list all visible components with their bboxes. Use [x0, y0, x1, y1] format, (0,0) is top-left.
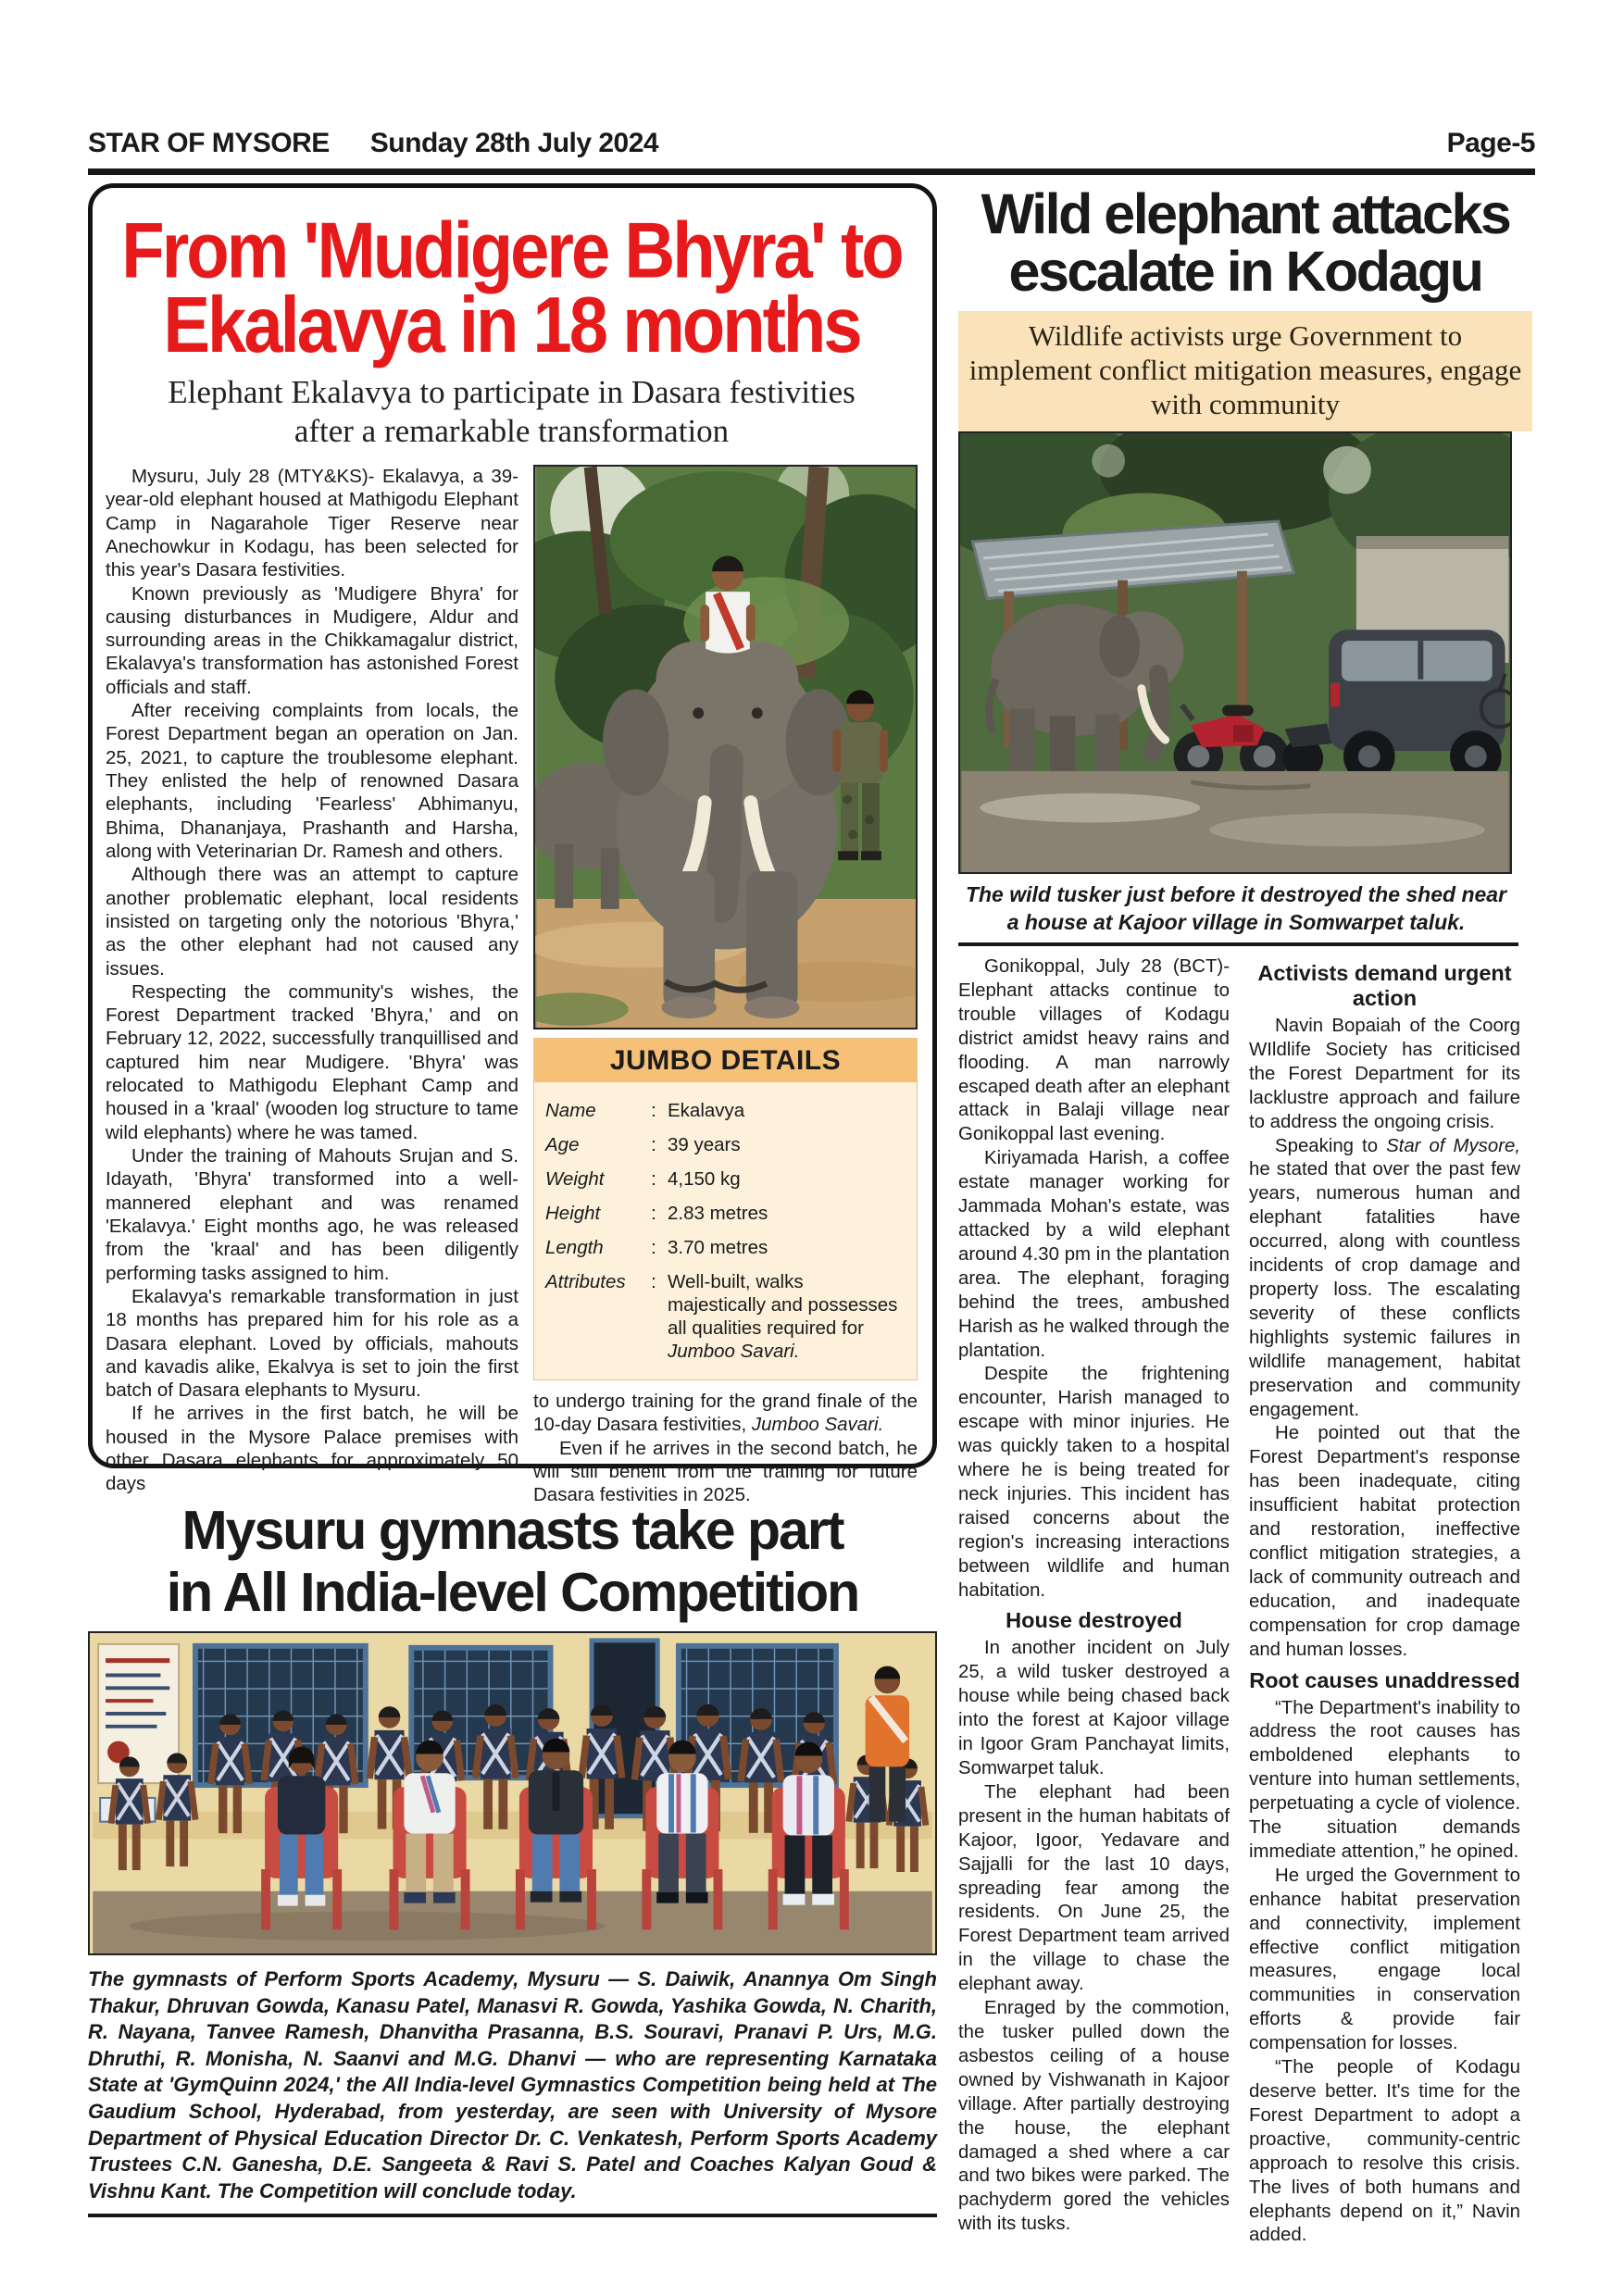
body-paragraph: Kiriyamada Harish, a coffee estate manager working for Jammada Mohan's estate, was attacked by a wild elephant around 4.30 pm in the plantation area. The elephant, foraging behind the trees, ambushed Harish as he walked through the plantation. — [958, 1148, 1230, 1361]
body-paragraph: After receiving complaints from locals, the Forest Department began an operation on Jan. 25, 2021, to capture the troublesome elephant. They enlisted the help of renowned Dasara elephants, including 'Fearless' Abhimanyu, Bhima, Dhananjaya, Prashanth and Harsha, along with Veterinarian Dr. Ramesh and others. — [106, 700, 518, 862]
article-kodagu-standfirst: Wildlife activists urge Government to implement conflict mitigation measures, engage with community — [958, 311, 1532, 431]
body-paragraph: Gonikoppal, July 28 (BCT)- Elephant attacks continue to trouble villages of Kodagu district amidst heavy rains and flooding. A man narrowly escaped death after an elephant attack in Balaji village near Gonikoppal last evening. — [958, 956, 1230, 1145]
headline-line: Wild elephant attacks — [981, 182, 1510, 245]
taillight — [1330, 683, 1340, 707]
article-ekalavya-right-column — [533, 465, 918, 1507]
jumbo-details-title: JUMBO DETAILS — [534, 1039, 917, 1082]
jumbo-detail-row: Weight : 4,150 kg — [545, 1167, 741, 1190]
paper-name: STAR OF MYSORE — [88, 128, 330, 158]
body-paragraph: Mysuru, July 28 (MTY&KS)- Ekalavya, a 39-year-old elephant housed at Mathigodu Elephant Camp in Nagarahole Tiger Reserve near Anechowkur in Kodagu, has been selected for this year's Dasara festivities. — [106, 465, 518, 581]
body-paragraph: He pointed out that the Forest Department's response has been inadequate, citing insufficient habitat protection and restoration, ineffective conflict mitigation strategies, a lack of community outreach and education, and inadequate compensation for crop damage and human losses. — [1249, 1423, 1520, 1660]
ekalavya-elephant-photo — [533, 465, 918, 1029]
column-subhead: House destroyed — [1006, 1608, 1182, 1633]
body-paragraph: He urged the Government to enhance habitat preservation and connectivity, implement effective conflict mitigation measures, engage local communities in conservation efforts & provide fair compensation for losses. — [1249, 1865, 1520, 2054]
tusker-photo-caption: The wild tusker just before it destroyed the shed near a house at Kajoor village in Somwarpet taluk. — [965, 882, 1507, 934]
column-subhead: Activists demand urgent action — [1257, 961, 1512, 1011]
gymnasts-group-photo — [88, 1631, 937, 1955]
article-gymnasts-headline — [88, 1500, 937, 1623]
jumbo-details-rows — [534, 1082, 917, 1379]
article-ekalavya-body — [106, 465, 518, 1507]
body-paragraph: “The Department's inability to address the root causes has emboldened elephants to venture into human settlements, perpetuating a cycle of violence. The situation demands immediate attention,” he opined. — [1249, 1697, 1520, 1862]
headline-line: in All India-level Competition — [166, 1561, 859, 1623]
masthead — [88, 128, 1535, 159]
body-paragraph: In another incident on July 25, a wild tusker destroyed a house while being chased back into the forest at Kajoor village in Igoor Gram Panchayat limits, Somwarpet taluk. — [958, 1638, 1230, 1779]
body-paragraph: Speaking to Star of Mysore, he stated that over the past few years, numerous human and elephant fatalities have occurred, along with countless incidents of crop damage and property loss. The escalating severity of these conflicts highlights systemic failures in wildlife management, habitat preservation and community engagement. — [1249, 1135, 1520, 1420]
issue-date: Sunday 28th July 2024 — [369, 128, 659, 158]
ekalavya-photo-illustration — [535, 467, 918, 1028]
jumbo-details-table — [533, 1038, 918, 1380]
trunk — [720, 761, 727, 906]
jumbo-detail-row: Height : 2.83 metres — [545, 1202, 768, 1224]
body-paragraph: “The people of Kodagu deserve better. It's time for the Forest Department to adopt a proactive, community-centric approach to resolve this crisis. The lives of both humans and elephants depend on it,” Navin added. — [1249, 2057, 1520, 2246]
body-paragraph: Although there was an attempt to capture another problematic elephant, local residents insisted on targeting only the notorious 'Bhyra,' as the other elephant had not caused any issues. — [106, 864, 518, 980]
headline-line: escalate in Kodagu — [1008, 240, 1482, 304]
jumbo-detail-row: Age : 39 years — [545, 1133, 741, 1155]
body-paragraph: If he arrives in the first batch, he will be housed in the Mysore Palace premises with other Dasara elephants for approximately 50 days — [106, 1403, 518, 1495]
wild-tusker-photo — [958, 431, 1512, 874]
body-paragraph: to undergo training for the grand finale of the 10-day Dasara festivities, Jumboo Savari. — [533, 1390, 918, 1436]
body-paragraph: Respecting the community's wishes, the Forest Department tracked 'Bhyra,' and on February 12, 2022, successfully tranquillised and captured him near Mudigere. 'Bhyra' was relocated to Mathigodu Elephant Camp and housed in a 'kraal' (wooden log structure to tame wild elephants) where he was tamed. — [106, 980, 518, 1143]
headline-line: Ekalavya in 18 months — [163, 281, 860, 370]
article-kodagu-column-2 — [1249, 955, 1520, 2248]
body-paragraph: Known previously as 'Mudigere Bhyra' for causing disturbances in Mudigere, Aldur and surrounding areas in the Chikkamagalur district, Ekalavya's transformation has astonished Forest officials and staff. — [106, 582, 518, 698]
masthead-rule — [88, 168, 1535, 175]
column-subhead: Root causes unaddressed — [1249, 1667, 1520, 1692]
subtitle-line: Elephant Ekalavya to participate in Dasara festivities — [168, 374, 856, 411]
body-paragraph: Despite the frightening encounter, Harish managed to escape with minor injuries. He was quickly taken to a hospital where he is being treated for neck injuries. This incident has raised concerns about the region's increasing interactions between wildlife and human habitation. — [958, 1364, 1230, 1601]
article-ekalavya-headline — [106, 206, 918, 370]
article-kodagu-column-1 — [958, 955, 1230, 2237]
body-paragraph: Enraged by the commotion, the tusker pulled down the asbestos ceiling of a house owned by Vishwanath in Kajoor village. After partially destroying the house, the elephant damaged a shed where a car and two bikes were parked. The pachyderm gored the vehicles with its tusks. — [958, 1998, 1230, 2235]
page-number: Page-5 — [1446, 128, 1535, 158]
gymnasts-photo-illustration — [90, 1633, 935, 1953]
headline-line: Mysuru gymnasts take part — [181, 1500, 843, 1561]
jumbo-detail-row: Length : 3.70 metres — [545, 1236, 768, 1258]
article-ekalavya-subtitle — [106, 373, 918, 450]
jumbo-detail-row: Attributes : Well-built, walks majestically and possesses all qualities required for Jumboo Savari. — [545, 1270, 898, 1362]
body-paragraph: Under the training of Mahouts Srujan and S. Idayath, 'Bhyra' transformed into a well-mannered elephant and was renamed 'Ekalavya.' Eight months ago, he was released from the 'kraal' and has been diligently performing tasks assigned to him. — [106, 1145, 518, 1284]
article-ekalavya-continuation — [533, 1390, 918, 1507]
headline-line: From 'Mudigere Bhyra' to — [121, 206, 902, 295]
gymnasts-photo-caption: The gymnasts of Perform Sports Academy, Mysuru — S. Daiwik, Anannya Om Singh Thakur, Dhruvan Gowda, Kanasu Patel, Manasvi R. Gowda, Yashika Gowda, N. Charith, R. Nayana, Tanvee Ramesh, Dhanvitha Prasanna, B.S. Souravi, Pranavi P. Urs, M.G. Dhruthi, R. Monisha, N. Saanvi and M.G. Dhanvi — who are representing Karnataka State at 'GymQuinn 2024,' the All India-level Gymnastics Competition being held at The Gaudium School, Hyderabad, from yesterday, are seen with University of Mysore Department of Physical Education Director Dr. C. Venkatesh, Perform Sports Academy Trustees C.N. Ganesha, D.E. Sangeeta & Ravi S. Patel and Coaches Kalyan Goud & Vishnu Kant. The Competition will conclude today. — [88, 1966, 937, 2217]
tusker-photo-illustration — [960, 433, 1510, 872]
body-paragraph: The elephant had been present in the human habitats of Kajoor, Igoor, Yedavare and Sajjalli for the last 10 days, spreading fear among the residents. On June 25, the Forest Department team arrived in the village to chase the elephant away. — [958, 1781, 1230, 1995]
subtitle-line: after a remarkable transformation — [294, 412, 730, 449]
article-kodagu-headline — [956, 182, 1535, 304]
article-ekalavya — [88, 183, 937, 1506]
body-paragraph: Ekalavya's remarkable transformation in just 18 months has prepared him for his role as a Dasara elephant. Loved by officials, mahouts and kavadis alike, Ekalvya is set to join the first batch of Dasara elephants to Mysuru. — [106, 1285, 518, 1402]
body-paragraph: Navin Bopaiah of the Coorg WIldlife Society has criticised the Forest Department for its lacklustre approach and failure to address the ongoing crisis. — [1249, 1016, 1520, 1132]
caption-rule — [958, 942, 1518, 946]
jumbo-detail-row: Name : Ekalavya — [545, 1099, 745, 1121]
body-paragraph: Even if he arrives in the second batch, he will still benefit from the training for future Dasara festivities in 2025. — [533, 1437, 918, 1506]
